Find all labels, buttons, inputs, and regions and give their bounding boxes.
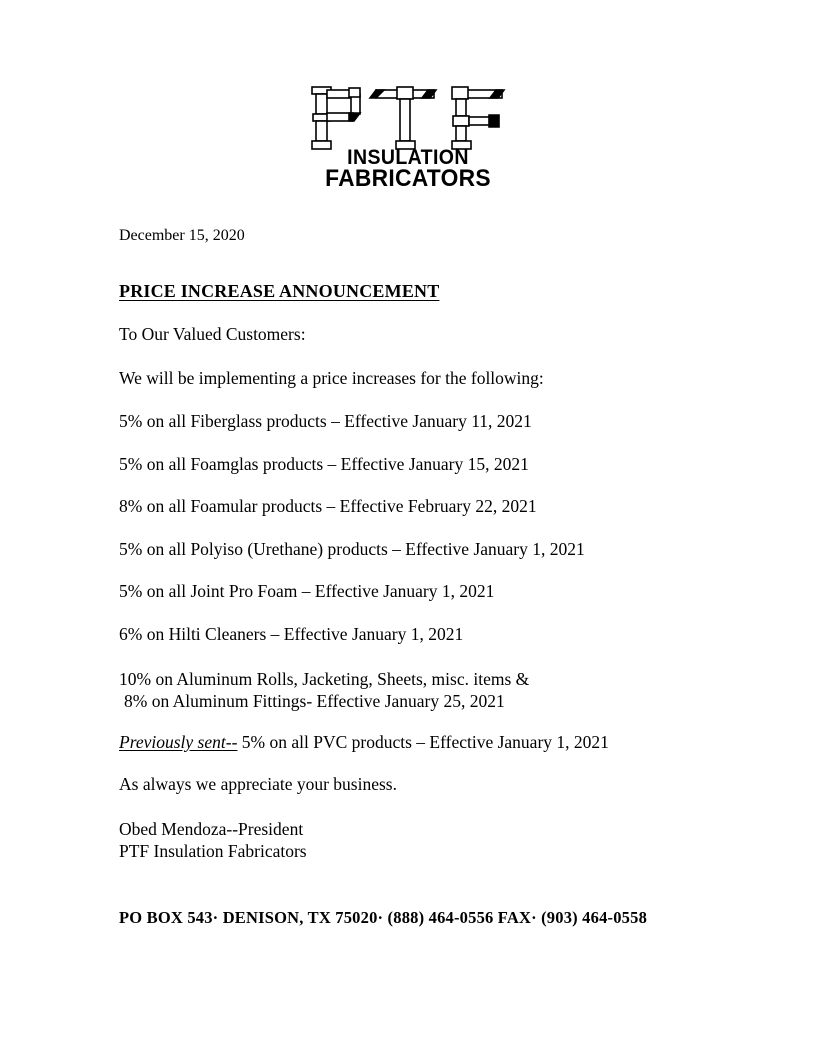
price-line-foamglas: 5% on all Foamglas products – Effective January 15, 2021 [119,453,529,474]
price-line-joint-pro-foam: 5% on all Joint Pro Foam – Effective January 1, 2021 [119,581,495,601]
ptf-pipe-letters-icon [304,84,512,154]
price-line-aluminum-rolls: 10% on Aluminum Rolls, Jacketing, Sheets, misc. items & [119,669,530,689]
previously-sent-label: Previously sent-- [119,731,238,752]
logo-line-insulation: INSULATION [347,146,469,169]
price-line-foamular: 8% on all Foamular products – Effective February 22, 2021 [119,496,537,516]
intro-paragraph: We will be implementing a price increases for the following: [119,367,544,388]
price-line-pvc [119,731,719,752]
previously-sent-rest: 5% on all PVC products – Effective January 1, 2021 [237,731,609,752]
salutation: To Our Valued Customers: [119,324,306,344]
logo-wordmark [304,147,512,191]
closing-paragraph: As always we appreciate your business. [119,774,397,795]
signature-name: Obed Mendoza--President [119,818,304,839]
price-line-hilti-cleaners: 6% on Hilti Cleaners – Effective January 1, 2021 [119,623,464,644]
signature-block [119,818,719,863]
price-line-aluminum-fittings: 8% on Aluminum Fittings- Effective January 25, 2021 [124,691,505,712]
signature-company: PTF Insulation Fabricators [119,841,307,862]
logo-line-fabricators: FABRICATORS [325,165,491,192]
company-logo [0,84,816,191]
price-line-aluminum [119,668,719,713]
letter-date: December 15, 2020 [119,227,245,244]
page-title: PRICE INCREASE ANNOUNCEMENT [119,281,440,301]
letter-body [119,228,719,863]
footer-contact-info: PO BOX 543· DENISON, TX 75020· (888) 464-0556 FAX· (903) 464-0558 [119,908,648,927]
price-line-fiberglass: 5% on all Fiberglass products – Effective January 11, 2021 [119,411,532,431]
logo-inner [304,84,512,192]
price-line-polyiso: 5% on all Polyiso (Urethane) products – Effective January 1, 2021 [119,538,585,559]
